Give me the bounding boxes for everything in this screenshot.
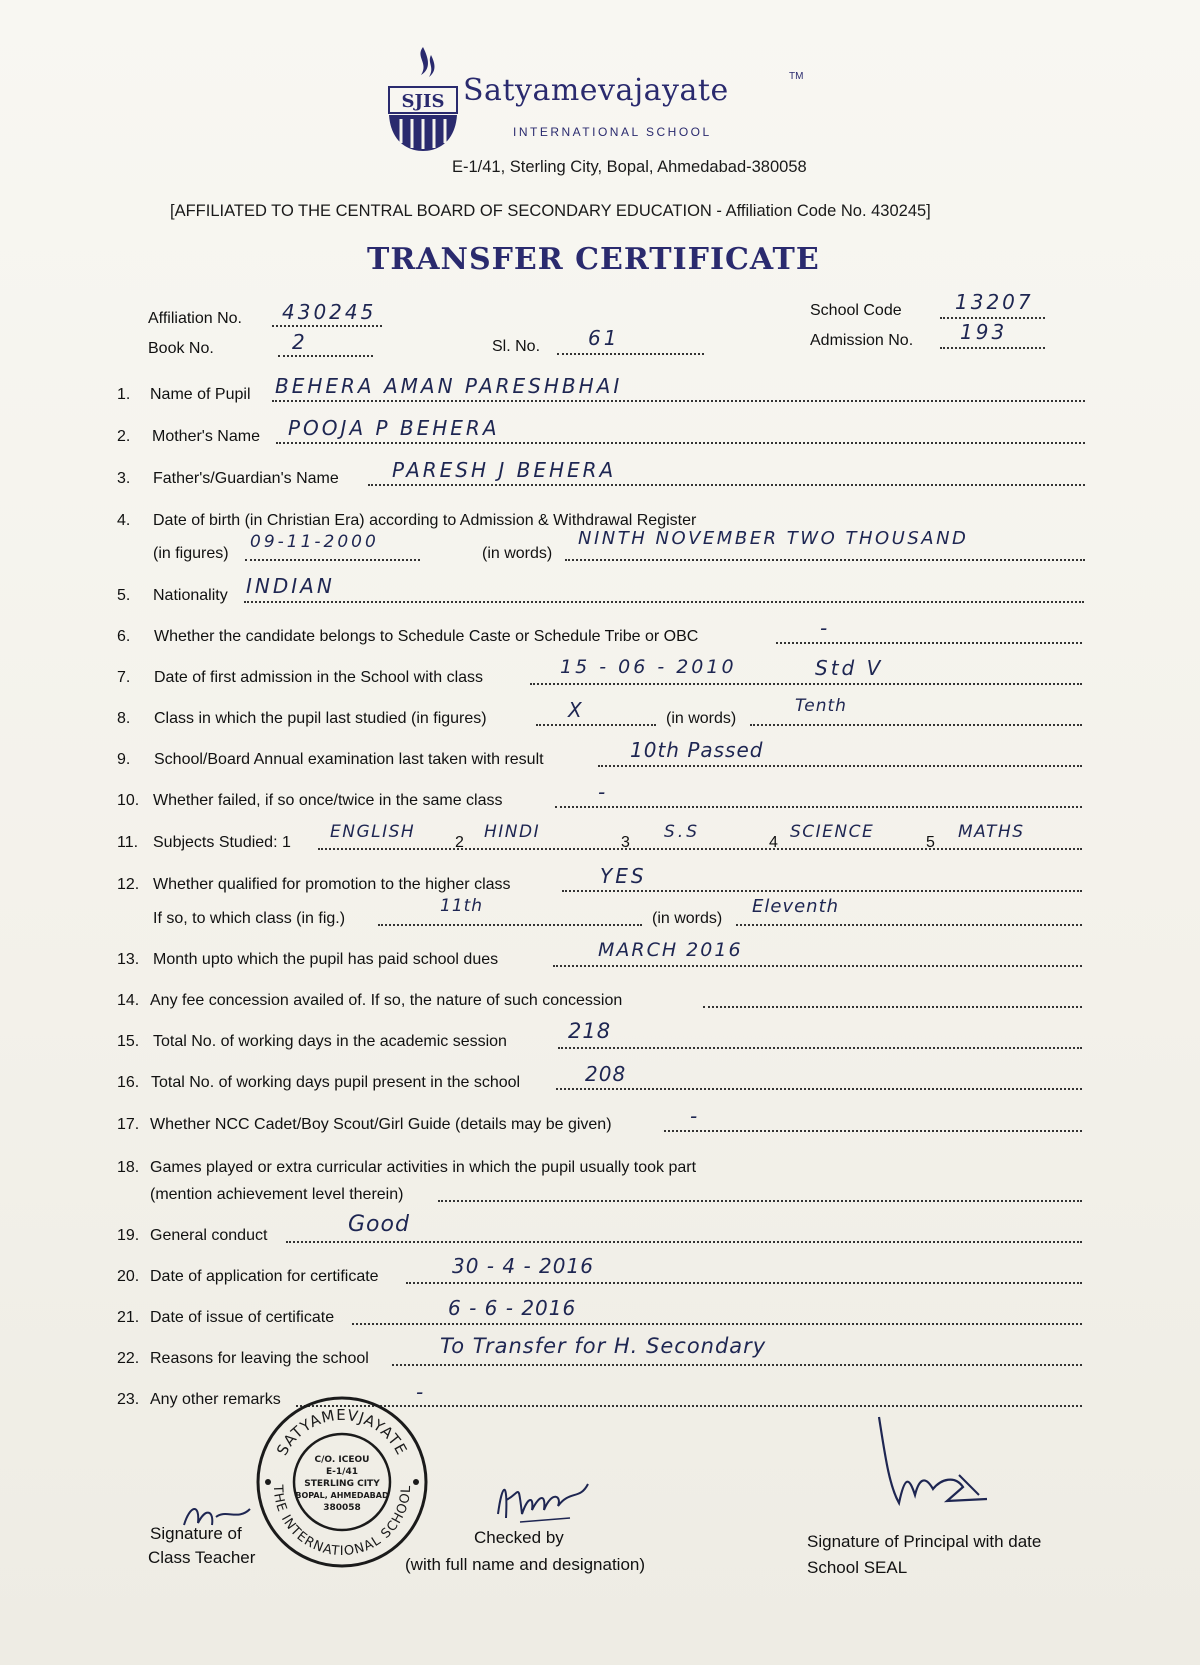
- field-number: 1.: [117, 386, 131, 403]
- school-seal: [252, 1392, 432, 1572]
- book-no-label: Book No.: [148, 340, 214, 357]
- promotion-value: YES: [600, 864, 647, 888]
- fathers-name-value: PARESH J BEHERA: [392, 458, 617, 482]
- last-class-words-value: Tenth: [795, 696, 847, 716]
- nationality-value: INDIAN: [246, 574, 335, 598]
- failed-value: -: [598, 780, 609, 804]
- dotted-line: [565, 559, 1085, 561]
- subject-2-value: HINDI: [484, 822, 541, 842]
- last-class-words-label: (in words): [666, 710, 737, 727]
- dotted-line: [278, 355, 373, 357]
- field-number: 18.: [117, 1159, 140, 1176]
- dotted-line: [368, 484, 1085, 486]
- field-number: 14.: [117, 992, 140, 1009]
- dotted-line: [378, 924, 642, 926]
- field-number: 15.: [117, 1033, 140, 1050]
- promotion-class-label: If so, to which class (in fig.): [153, 910, 346, 927]
- dotted-line: [940, 347, 1045, 349]
- field-number: 17.: [117, 1116, 140, 1133]
- dob-figures-value: 09-11-2000: [250, 532, 379, 552]
- school-code-label: School Code: [810, 302, 902, 319]
- dotted-line: [553, 965, 1082, 967]
- conduct-label: General conduct: [150, 1227, 268, 1244]
- subject-5-number: 5: [926, 834, 935, 851]
- conduct-value: Good: [348, 1212, 410, 1237]
- field-number: 20.: [117, 1268, 140, 1285]
- dob-figures-label: (in figures): [153, 545, 229, 562]
- promotion-words-value: Eleventh: [752, 896, 840, 917]
- admission-no-label: Admission No.: [810, 332, 914, 349]
- checker-signature: [490, 1470, 600, 1530]
- leaving-reason-label: Reasons for leaving the school: [150, 1350, 369, 1367]
- field-number: 16.: [117, 1074, 140, 1091]
- dotted-line: [555, 806, 1082, 808]
- ncc-label: Whether NCC Cadet/Boy Scout/Girl Guide (details may be given): [150, 1116, 612, 1133]
- fee-concession-label: Any fee concession availed of. If so, the nature of such concession: [150, 992, 623, 1009]
- field-number: 7.: [117, 669, 131, 686]
- field-number: 11.: [117, 834, 139, 851]
- checked-by-label: Checked by: [474, 1528, 564, 1547]
- failed-label: Whether failed, if so once/twice in the same class: [153, 792, 503, 809]
- dotted-line: [244, 601, 1084, 603]
- first-admission-label: Date of first admission in the School with class: [154, 669, 484, 686]
- dotted-line: [276, 442, 1085, 444]
- school-code-value: 13207: [955, 290, 1034, 314]
- subject-3-value: S.S: [664, 822, 700, 842]
- field-number: 19.: [117, 1227, 140, 1244]
- school-crest-icon: [385, 45, 465, 155]
- checked-by-label-line2: (with full name and designation): [405, 1555, 646, 1574]
- dotted-line: [557, 353, 704, 355]
- dob-words-value: NINTH NOVEMBER TWO THOUSAND: [578, 528, 969, 549]
- promotion-words-label: (in words): [652, 910, 723, 927]
- seal-top-text: SATYAMEVJAYATE: [273, 1405, 411, 1459]
- sl-no-value: 61: [588, 326, 620, 350]
- logo-letters: SJIS: [401, 91, 445, 112]
- mothers-name-value: POOJA P BEHERA: [288, 416, 500, 440]
- principal-signature-label: Signature of Principal with date: [807, 1532, 1042, 1551]
- games-label-line2: (mention achievement level therein): [150, 1186, 404, 1203]
- field-number: 3.: [117, 470, 131, 487]
- first-admission-class-value: Std V: [815, 656, 884, 680]
- teacher-signature-label-line2: Class Teacher: [148, 1548, 256, 1567]
- dotted-line: [750, 724, 1082, 726]
- leaving-reason-value: To Transfer for H. Secondary: [440, 1334, 767, 1358]
- name-of-pupil-value: BEHERA AMAN PARESHBHAI: [275, 374, 623, 398]
- dues-paid-value: MARCH 2016: [598, 939, 743, 961]
- seal-inner-line2: E-1/41: [326, 1467, 358, 1477]
- field-number: 9.: [117, 751, 131, 768]
- first-admission-date-value: 15 - 06 - 2010: [560, 656, 737, 678]
- days-present-label: Total No. of working days pupil present in the school: [151, 1074, 521, 1091]
- field-number: 12.: [117, 876, 140, 893]
- seal-inner-line5: 380058: [323, 1503, 361, 1513]
- dotted-line: [562, 890, 1082, 892]
- dotted-line: [286, 1241, 1082, 1243]
- seal-inner-line4: BOPAL, AHMEDABAD: [295, 1491, 389, 1500]
- remarks-label: Any other remarks: [150, 1391, 281, 1408]
- working-days-value: 218: [568, 1019, 612, 1043]
- dotted-line: [664, 1130, 1082, 1132]
- affiliation-no-value: 430245: [282, 300, 377, 324]
- dues-paid-label: Month upto which the pupil has paid school dues: [153, 951, 499, 968]
- dotted-line: [272, 325, 382, 327]
- field-number: 23.: [117, 1391, 140, 1408]
- seal-inner-line3: STERLING CITY: [304, 1479, 380, 1489]
- application-date-label: Date of application for certificate: [150, 1268, 379, 1285]
- fathers-name-label: Father's/Guardian's Name: [153, 470, 339, 487]
- school-seal-label: School SEAL: [807, 1558, 908, 1577]
- school-logo: [385, 45, 815, 155]
- issue-date-value: 6 - 6 - 2016: [448, 1296, 577, 1320]
- sl-no-label: Sl. No.: [492, 338, 541, 355]
- subject-4-number: 4: [769, 834, 778, 851]
- dotted-line: [558, 1047, 1082, 1049]
- dotted-line: [598, 765, 1082, 767]
- dotted-line: [352, 1323, 1082, 1325]
- remarks-value: -: [416, 1380, 427, 1404]
- field-number: 4.: [117, 512, 131, 529]
- exam-result-value: 10th Passed: [630, 738, 764, 762]
- dotted-line: [556, 1088, 1082, 1090]
- working-days-label: Total No. of working days in the academic session: [153, 1033, 507, 1050]
- dotted-line: [272, 400, 1085, 402]
- mothers-name-label: Mother's Name: [152, 428, 260, 445]
- application-date-value: 30 - 4 - 2016: [452, 1254, 594, 1278]
- dotted-line: [530, 683, 1082, 685]
- dotted-line: [776, 642, 1082, 644]
- school-name: Satyamevajayate: [463, 73, 729, 108]
- seal-inner-line1: C/O. ICEOU: [314, 1455, 370, 1465]
- exam-result-label: School/Board Annual examination last taken with result: [154, 751, 544, 768]
- trademark-mark: TM: [789, 71, 804, 82]
- dotted-line: [392, 1364, 1082, 1366]
- subject-3-number: 3: [621, 834, 630, 851]
- field-number: 8.: [117, 710, 131, 727]
- ncc-value: -: [690, 1104, 701, 1128]
- dotted-line: [940, 317, 1045, 319]
- nationality-label: Nationality: [153, 587, 228, 604]
- book-no-value: 2: [292, 330, 308, 354]
- teacher-signature: [180, 1495, 260, 1535]
- field-number: 5.: [117, 587, 131, 604]
- days-present-value: 208: [585, 1062, 627, 1086]
- promotion-label: Whether qualified for promotion to the higher class: [153, 876, 511, 893]
- dotted-line: [703, 1006, 1082, 1008]
- caste-label: Whether the candidate belongs to Schedule Caste or Schedule Tribe or OBC: [154, 628, 699, 645]
- issue-date-label: Date of issue of certificate: [150, 1309, 335, 1326]
- games-label: Games played or extra curricular activities in which the pupil usually took part: [150, 1159, 697, 1176]
- field-number: 10.: [117, 792, 140, 809]
- name-of-pupil-label: Name of Pupil: [150, 386, 251, 403]
- principal-signature: [875, 1415, 1015, 1515]
- field-number: 2.: [117, 428, 131, 445]
- admission-no-value: 193: [960, 320, 1008, 344]
- dotted-line: [406, 1282, 1082, 1284]
- dotted-line: [536, 724, 656, 726]
- dob-label: Date of birth (in Christian Era) according to Admission & Withdrawal Register: [153, 512, 697, 529]
- last-class-label: Class in which the pupil last studied (in figures): [154, 710, 487, 727]
- school-subtitle: INTERNATIONAL SCHOOL: [513, 125, 712, 139]
- last-class-fig-value: X: [568, 698, 585, 722]
- seal-bottom-text: THE INTERNATIONAL SCHOOL: [269, 1484, 415, 1560]
- school-address: E-1/41, Sterling City, Bopal, Ahmedabad-380058: [452, 158, 807, 176]
- subject-5-value: MATHS: [958, 822, 1025, 842]
- dotted-line: [318, 848, 1082, 850]
- subject-2-number: 2: [455, 834, 464, 851]
- subject-4-value: SCIENCE: [790, 822, 875, 842]
- field-number: 6.: [117, 628, 131, 645]
- page-title: TRANSFER CERTIFICATE: [367, 242, 820, 277]
- teacher-signature-label: Signature of: [150, 1524, 242, 1543]
- subjects-label: Subjects Studied: 1: [153, 834, 291, 851]
- field-number: 21.: [117, 1309, 140, 1326]
- dob-words-label: (in words): [482, 545, 553, 562]
- subject-1-value: ENGLISH: [330, 822, 416, 842]
- affiliation-no-label: Affiliation No.: [148, 310, 242, 327]
- dotted-line: [438, 1200, 1082, 1202]
- dotted-line: [245, 559, 420, 561]
- promotion-class-value: 11th: [440, 896, 484, 916]
- field-number: 22.: [117, 1350, 140, 1367]
- dotted-line: [736, 924, 1082, 926]
- caste-value: -: [820, 616, 831, 640]
- affiliation-line: [AFFILIATED TO THE CENTRAL BOARD OF SECONDARY EDUCATION - Affiliation Code No. 430245]: [170, 202, 931, 220]
- field-number: 13.: [117, 951, 140, 968]
